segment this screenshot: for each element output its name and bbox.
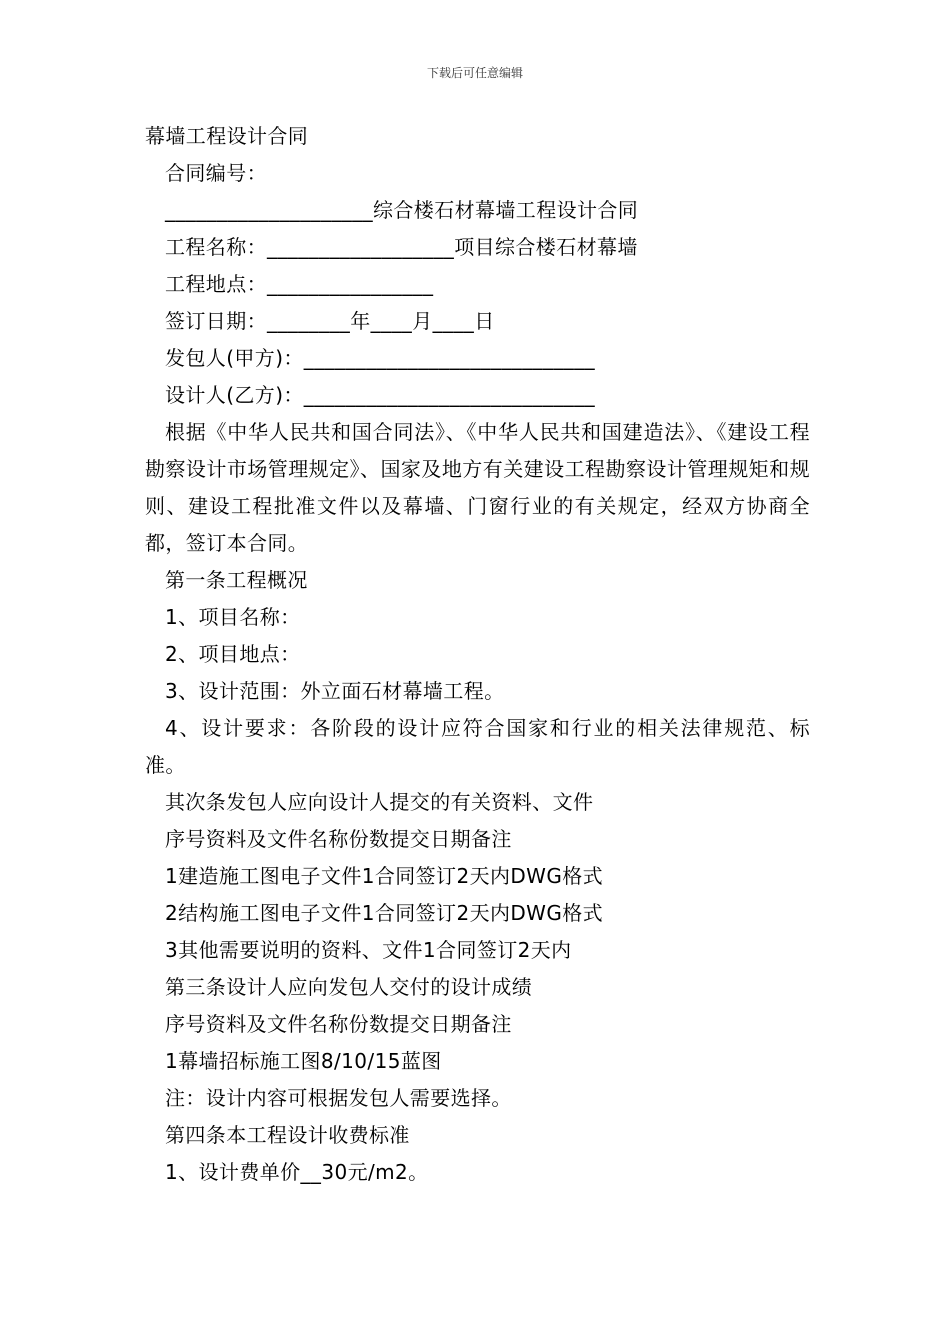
page-header-note: 下载后可任意编辑 [426,66,523,80]
article3-table-header: 序号资料及文件名称份数提交日期备注 [165,1012,512,1036]
article2-table-header: 序号资料及文件名称份数提交日期备注 [165,827,512,851]
article1-item-3: 3、设计范围：外立面石材幕墙工程。 [165,679,505,703]
article2-row-3: 3其他需要说明的资料、文件1合同签订2天内 [165,938,572,962]
article1-item-4: 4、设计要求：各阶段的设计应符合国家和行业的相关法律规范、标准。 [145,716,810,777]
article2-heading: 其次条发包人应向设计人提交的有关资料、文件 [165,790,594,814]
article3-heading: 第三条设计人应向发包人交付的设计成绩 [165,975,533,999]
party-b-line: 设计人(乙方)：____________________________ [165,383,596,407]
article1-item-2: 2、项目地点： [165,642,301,666]
document-body [145,118,810,1191]
project-location-line: 工程地点：________________ [165,272,434,296]
contract-number-line: 合同编号： [165,161,267,185]
article2-row-2: 2结构施工图电子文件1合同签订2天内DWG格式 [165,901,604,925]
article1-item-1: 1、项目名称： [165,605,301,629]
contract-name-line: ____________________综合楼石材幕墙工程设计合同 [165,198,639,222]
article3-row-1: 1幕墙招标施工图8/10/15蓝图 [165,1049,442,1073]
document-title: 幕墙工程设计合同 [145,124,309,148]
project-name-line: 工程名称：__________________项目综合楼石材幕墙 [165,235,638,259]
party-a-line: 发包人(甲方)：____________________________ [165,346,596,370]
article2-row-1: 1建造施工图电子文件1合同签订2天内DWG格式 [165,864,604,888]
article4-item-1: 1、设计费单价__30元/m2。 [165,1160,429,1184]
article4-heading: 第四条本工程设计收费标准 [165,1123,410,1147]
preamble-paragraph: 根据《中华人民共和国合同法》、《中华人民共和国建造法》、《建设工程勘察设计市场管理规定》、国家及地方有关建设工程勘察设计管理规矩和规则、建设工程批准文件以及幕墙、门窗行业的有关规定，经双方协商全都，签订本合同。 [145,420,810,555]
sign-date-line: 签订日期：________年____月____日 [165,309,495,333]
article3-note: 注：设计内容可根据发包人需要选择。 [165,1086,512,1110]
article1-heading: 第一条工程概况 [165,568,308,592]
